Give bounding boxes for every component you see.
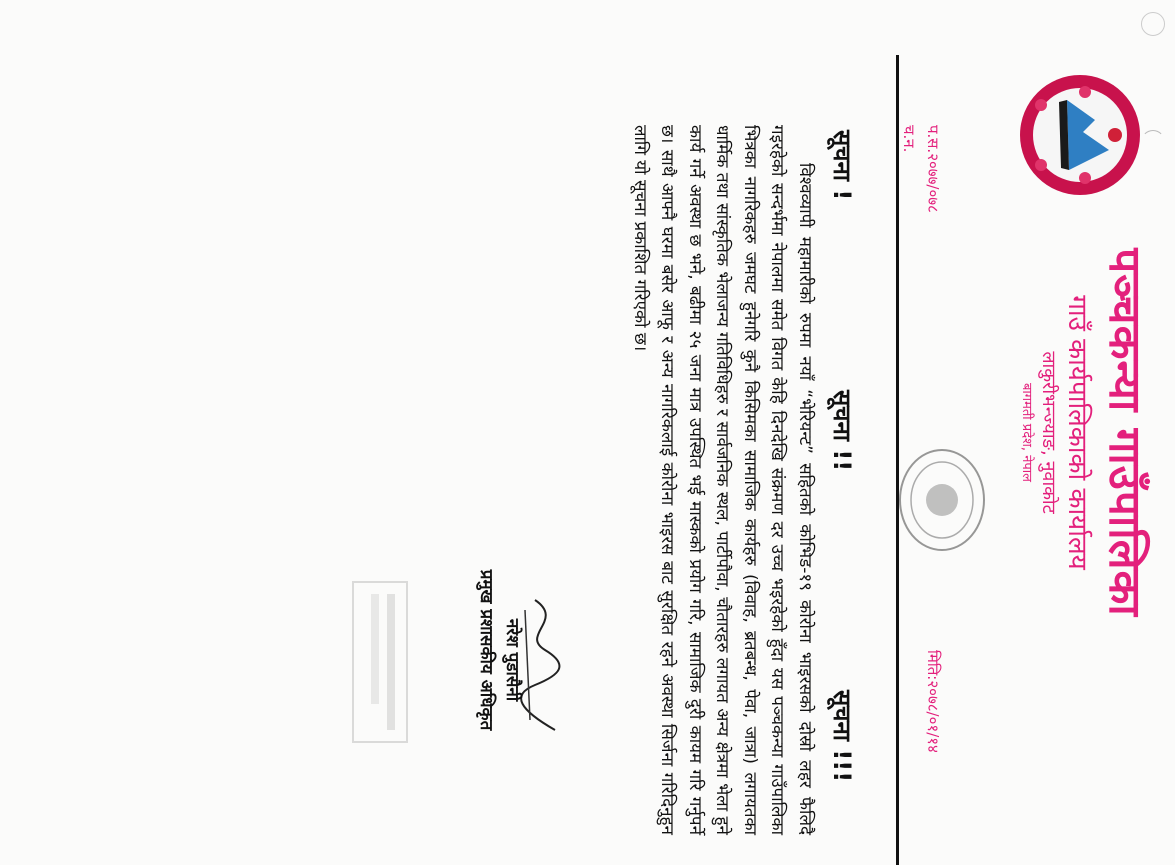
office-subtitle: गाउँ कार्यपालिकाको कार्यालय	[1062, 295, 1092, 570]
office-address: लाकुरीभन्ज्याङ, नुवाकोट	[1038, 351, 1059, 514]
signer-name: नरेश पुडासैनी	[502, 618, 522, 702]
signer-title: प्रमुख प्रशासकीय अधिकृत	[476, 569, 496, 731]
faint-rubber-stamp	[345, 572, 415, 752]
notice-heading: सूचना !!	[828, 390, 856, 472]
notice-heading: सूचना !!!	[828, 690, 856, 783]
office-stamp-icon	[895, 445, 990, 555]
dispatch-number: च.न.	[900, 125, 918, 153]
notice-body	[626, 125, 819, 835]
notice-heading: सूचना !	[828, 130, 856, 201]
reference-number: प.स.२०७७/०७८	[924, 125, 942, 213]
issue-date: मिति:२०७८/०१/१४	[924, 650, 942, 753]
office-address-line2: बागमती प्रदेश, नेपाल	[1019, 383, 1034, 482]
notice-body-text: विश्वव्यापी महामारीको रुपमा नयाँ “भेरियन्ट” सहितको कोभिड-१९ कोरोना भाइरसको दोस्रो लहर फैलिदै गइरहेको सन्दर्भमा नेपालमा समेत विगत केहि दिनदेखि संक्रमण दर उच्च भइरहेको हुँदा यस पञ्चकन्या गाउँपालिका भित्रका नागरिकहरु जमघट हुनेगरि कुनै किसिमका सामाजिक कार्यहरु (विवाह, ब्रतबन्ध, पेवा, जात्रा) लगायतका धार्मिक तथा सांस्कृतिक भेलाजन्य गतिविधिहरु र सार्वजनिक स्थल, पार्टीपौवा, चौतारहरु लगायत अन्य क्षेत्रमा भेला हुने कार्य गर्ने अवस्था छ भने, बढीमा २५ जना मात्र उपस्थित भई मास्कको प्रयोग गरि, सामाजिक दुरी कायम गरि गर्नुपर्ने छ। साथै आफ्नै घरमा बसेर आफू र अन्य नागरिकलाई कोरोना भाइरस बाट सुरक्षित रहने अवस्था सिर्जना गरिदिनुहुन लागि यो सूचना प्रकाशित गरिएको छ।	[630, 125, 815, 835]
office-name: पञ्चकन्या गाउँपालिका	[1099, 248, 1150, 617]
header-divider	[896, 55, 899, 865]
